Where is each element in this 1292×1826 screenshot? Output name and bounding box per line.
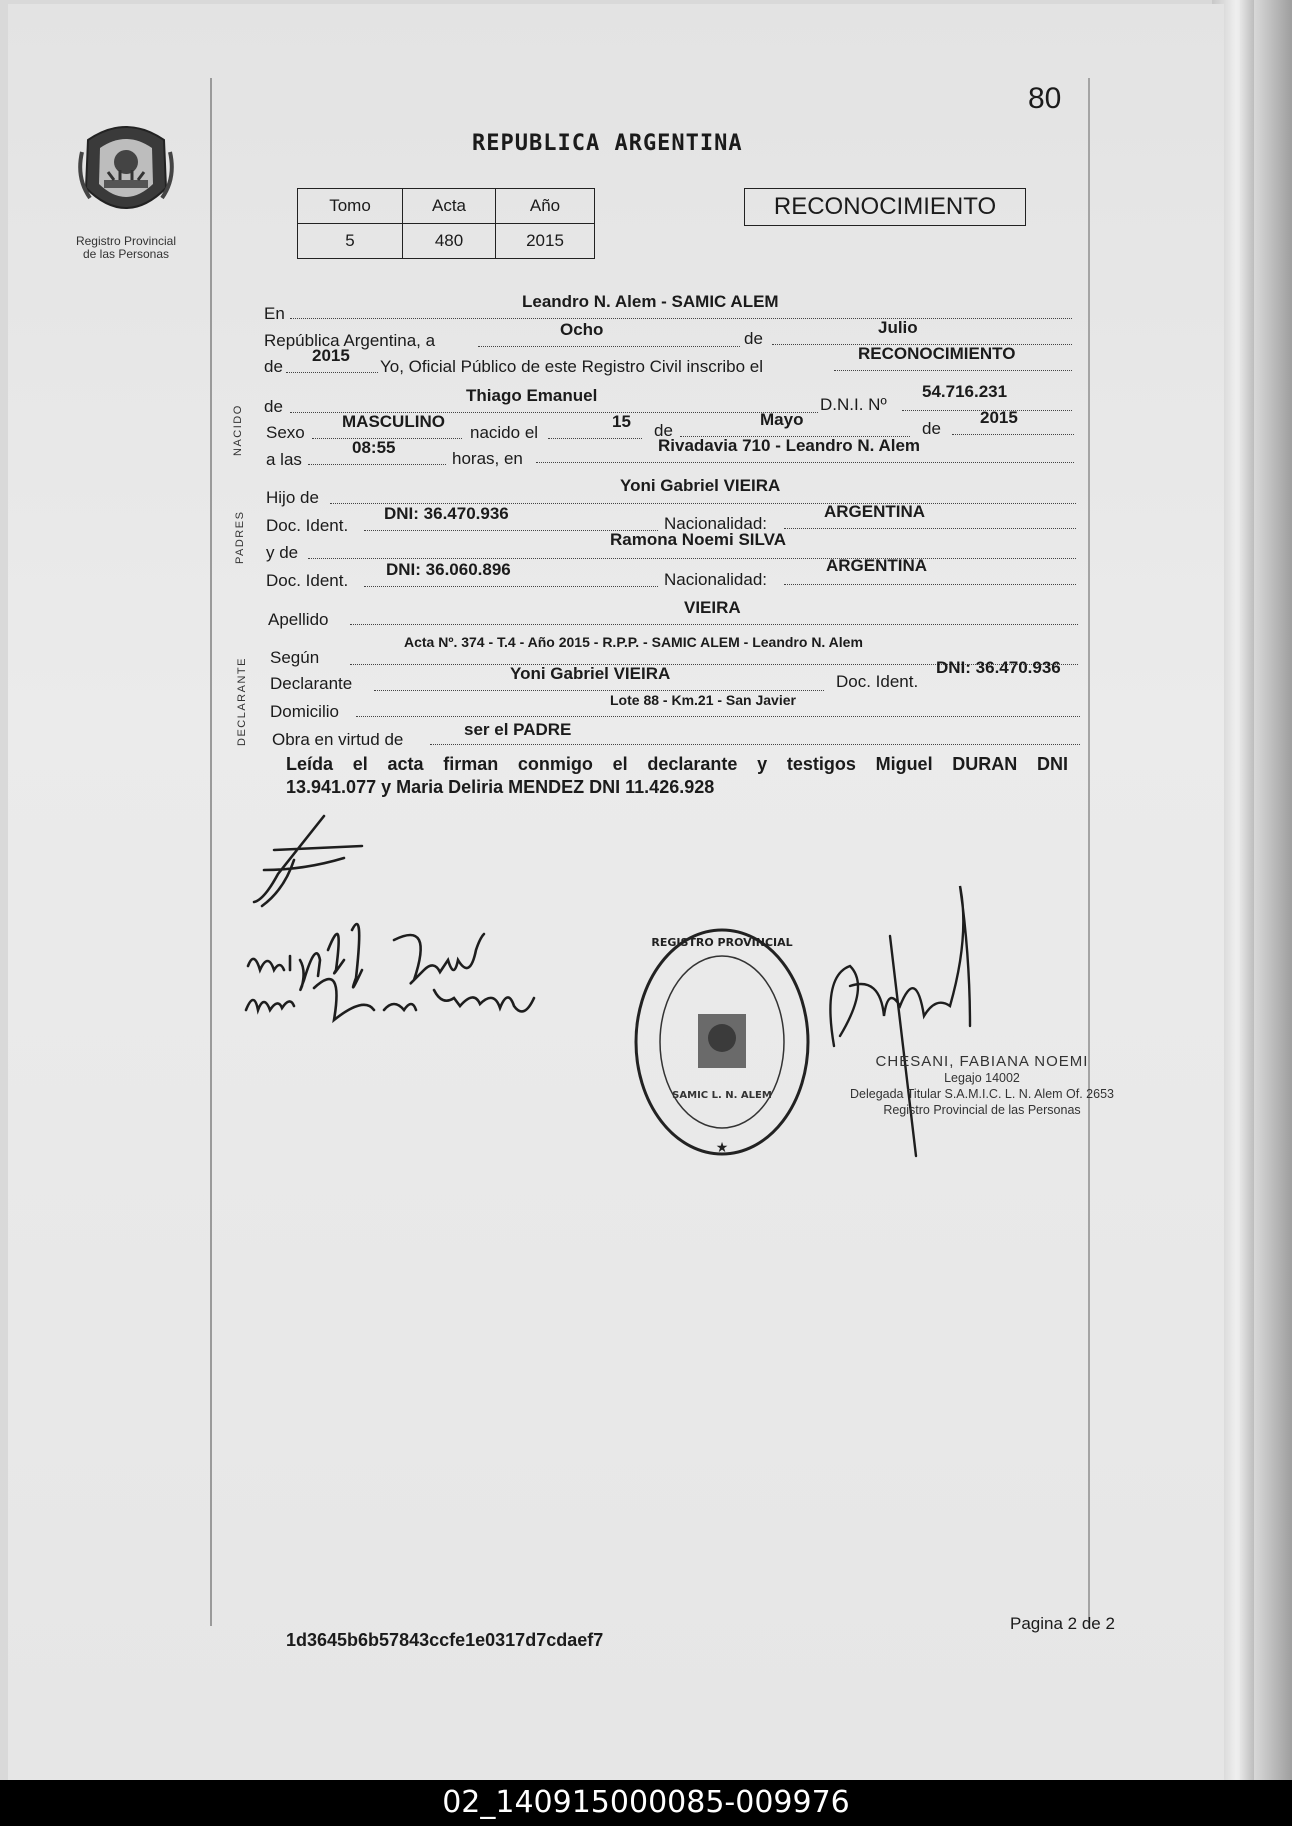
label-doc-declarante: Doc. Ident. — [836, 672, 919, 691]
label-declarante: Declarante — [270, 674, 353, 693]
value-obra: ser el PADRE — [464, 720, 572, 739]
closing-line-1: Leída el acta firman conmigo el declarante y testigos Miguel DURAN DNI — [286, 754, 1068, 774]
label-de-nombre: de — [264, 397, 283, 416]
page-counter: Pagina 2 de 2 — [1010, 1614, 1115, 1633]
value-madre-nac: ARGENTINA — [826, 556, 928, 575]
logo-caption-line2: de las Personas — [82, 247, 170, 261]
svg-text:REGISTRO PROVINCIAL: REGISTRO PROVINCIAL — [651, 936, 793, 949]
value-segun: Acta Nº. 374 - T.4 - Año 2015 - R.P.P. - SAMIC ALEM - Leandro N. Alem — [404, 634, 863, 650]
document-hash: 1d3645b6b57843ccfe1e0317d7cdaef7 — [286, 1630, 604, 1650]
label-de-anio: de — [264, 357, 283, 376]
acta-value: 480 — [403, 224, 496, 259]
svg-text:SAMIC L. N. ALEM: SAMIC L. N. ALEM — [672, 1090, 772, 1101]
value-nac-anio: 2015 — [980, 408, 1018, 427]
provincial-shield-icon — [74, 118, 178, 226]
label-dni: D.N.I. Nº — [820, 395, 887, 414]
label-horas-en: horas, en — [452, 449, 523, 468]
label-segun: Según — [270, 648, 320, 667]
label-en: En — [264, 304, 285, 323]
closing-line-2: 13.941.077 y Maria Deliria MENDEZ DNI 11.426.928 — [286, 777, 715, 797]
tomo-value: 5 — [298, 224, 403, 259]
label-nacido-el: nacido el — [470, 423, 539, 442]
value-anio: 2015 — [312, 346, 350, 365]
acta-header: Acta — [403, 189, 496, 224]
country-title: REPUBLICA ARGENTINA — [472, 131, 743, 156]
value-padre-doc: DNI: 36.470.936 — [384, 504, 509, 523]
label-de-mes: de — [744, 329, 763, 348]
fill-dia — [478, 326, 740, 347]
side-label-declarante: DECLARANTE — [236, 657, 248, 746]
official-cargo: Delegada Titular S.A.M.I.C. L. N. Alem Of. 2653 — [849, 1087, 1114, 1101]
label-nac-padre: Nacionalidad: — [664, 514, 768, 533]
label-nac-madre: Nacionalidad: — [664, 570, 768, 589]
anio-value: 2015 — [496, 224, 595, 259]
handwritten-signatures — [244, 810, 574, 1040]
registry-table — [297, 188, 595, 259]
official-registro: Registro Provincial de las Personas — [883, 1103, 1081, 1117]
official-name: CHESANI, FABIANA NOEMI — [875, 1053, 1089, 1070]
label-a-las: a las — [266, 450, 302, 469]
official-legajo: Legajo 14002 — [944, 1071, 1020, 1085]
value-hora: 08:55 — [352, 438, 396, 457]
side-label-padres: PADRES — [234, 510, 246, 564]
side-label-nacido: NACIDO — [232, 404, 244, 456]
value-declarante: Yoni Gabriel VIEIRA — [510, 664, 671, 683]
value-domicilio: Lote 88 - Km.21 - San Javier — [610, 692, 796, 708]
anio-header: Año — [496, 189, 595, 224]
value-madre: Ramona Noemi SILVA — [610, 530, 787, 549]
fill-mes — [772, 324, 1072, 345]
label-republica: República Argentina, a — [264, 331, 436, 350]
value-dia: Ocho — [560, 320, 604, 339]
value-lugar: Leandro N. Alem - SAMIC ALEM — [522, 292, 779, 311]
value-apellido: VIEIRA — [684, 598, 741, 617]
label-doc-padre: Doc. Ident. — [266, 516, 349, 535]
tomo-header: Tomo — [298, 189, 403, 224]
label-doc-madre: Doc. Ident. — [266, 571, 349, 590]
document-page — [8, 4, 1224, 1780]
value-nac-dia: 15 — [612, 412, 631, 431]
value-mes: Julio — [878, 318, 918, 337]
label-y-de: y de — [266, 543, 299, 562]
value-lugar-nac: Rivadavia 710 - Leandro N. Alem — [658, 436, 921, 455]
label-hijo-de: Hijo de — [266, 488, 319, 507]
label-domicilio: Domicilio — [270, 702, 339, 721]
value-sexo: MASCULINO — [342, 412, 445, 431]
registry-logo — [70, 118, 182, 261]
official-signature — [820, 876, 1000, 1166]
official-stamp — [628, 926, 818, 1166]
page-stack-edge-inner — [1240, 0, 1254, 1780]
official-stamp-block — [822, 1054, 1142, 1118]
label-apellido: Apellido — [268, 610, 329, 629]
value-declarante-doc: DNI: 36.470.936 — [936, 658, 1061, 677]
value-nombre: Thiago Emanuel — [466, 386, 598, 405]
svg-text:★: ★ — [715, 1139, 729, 1155]
value-padre: Yoni Gabriel VIEIRA — [620, 476, 781, 495]
label-yo-oficial: Yo, Oficial Público de este Registro Civil inscribo el — [380, 357, 763, 376]
scan-id-bar: 02_140915000085-009976 — [0, 1780, 1292, 1826]
label-de-nac-mes: de — [654, 421, 673, 440]
label-sexo: Sexo — [266, 423, 305, 442]
value-nac-mes: Mayo — [760, 410, 804, 429]
record-type-box: RECONOCIMIENTO — [744, 188, 1026, 226]
value-dni: 54.716.231 — [922, 382, 1008, 401]
label-obra: Obra en virtud de — [272, 730, 404, 749]
logo-caption-line1: Registro Provincial — [75, 234, 177, 248]
form-frame-left — [210, 78, 212, 1626]
form-frame-right — [1088, 78, 1090, 1626]
label-de-nac-anio: de — [922, 419, 941, 438]
value-padre-nac: ARGENTINA — [824, 502, 926, 521]
page-number: 80 — [1028, 82, 1062, 115]
value-tipo-inscripcion: RECONOCIMIENTO — [858, 344, 1016, 363]
value-madre-doc: DNI: 36.060.896 — [386, 560, 511, 579]
